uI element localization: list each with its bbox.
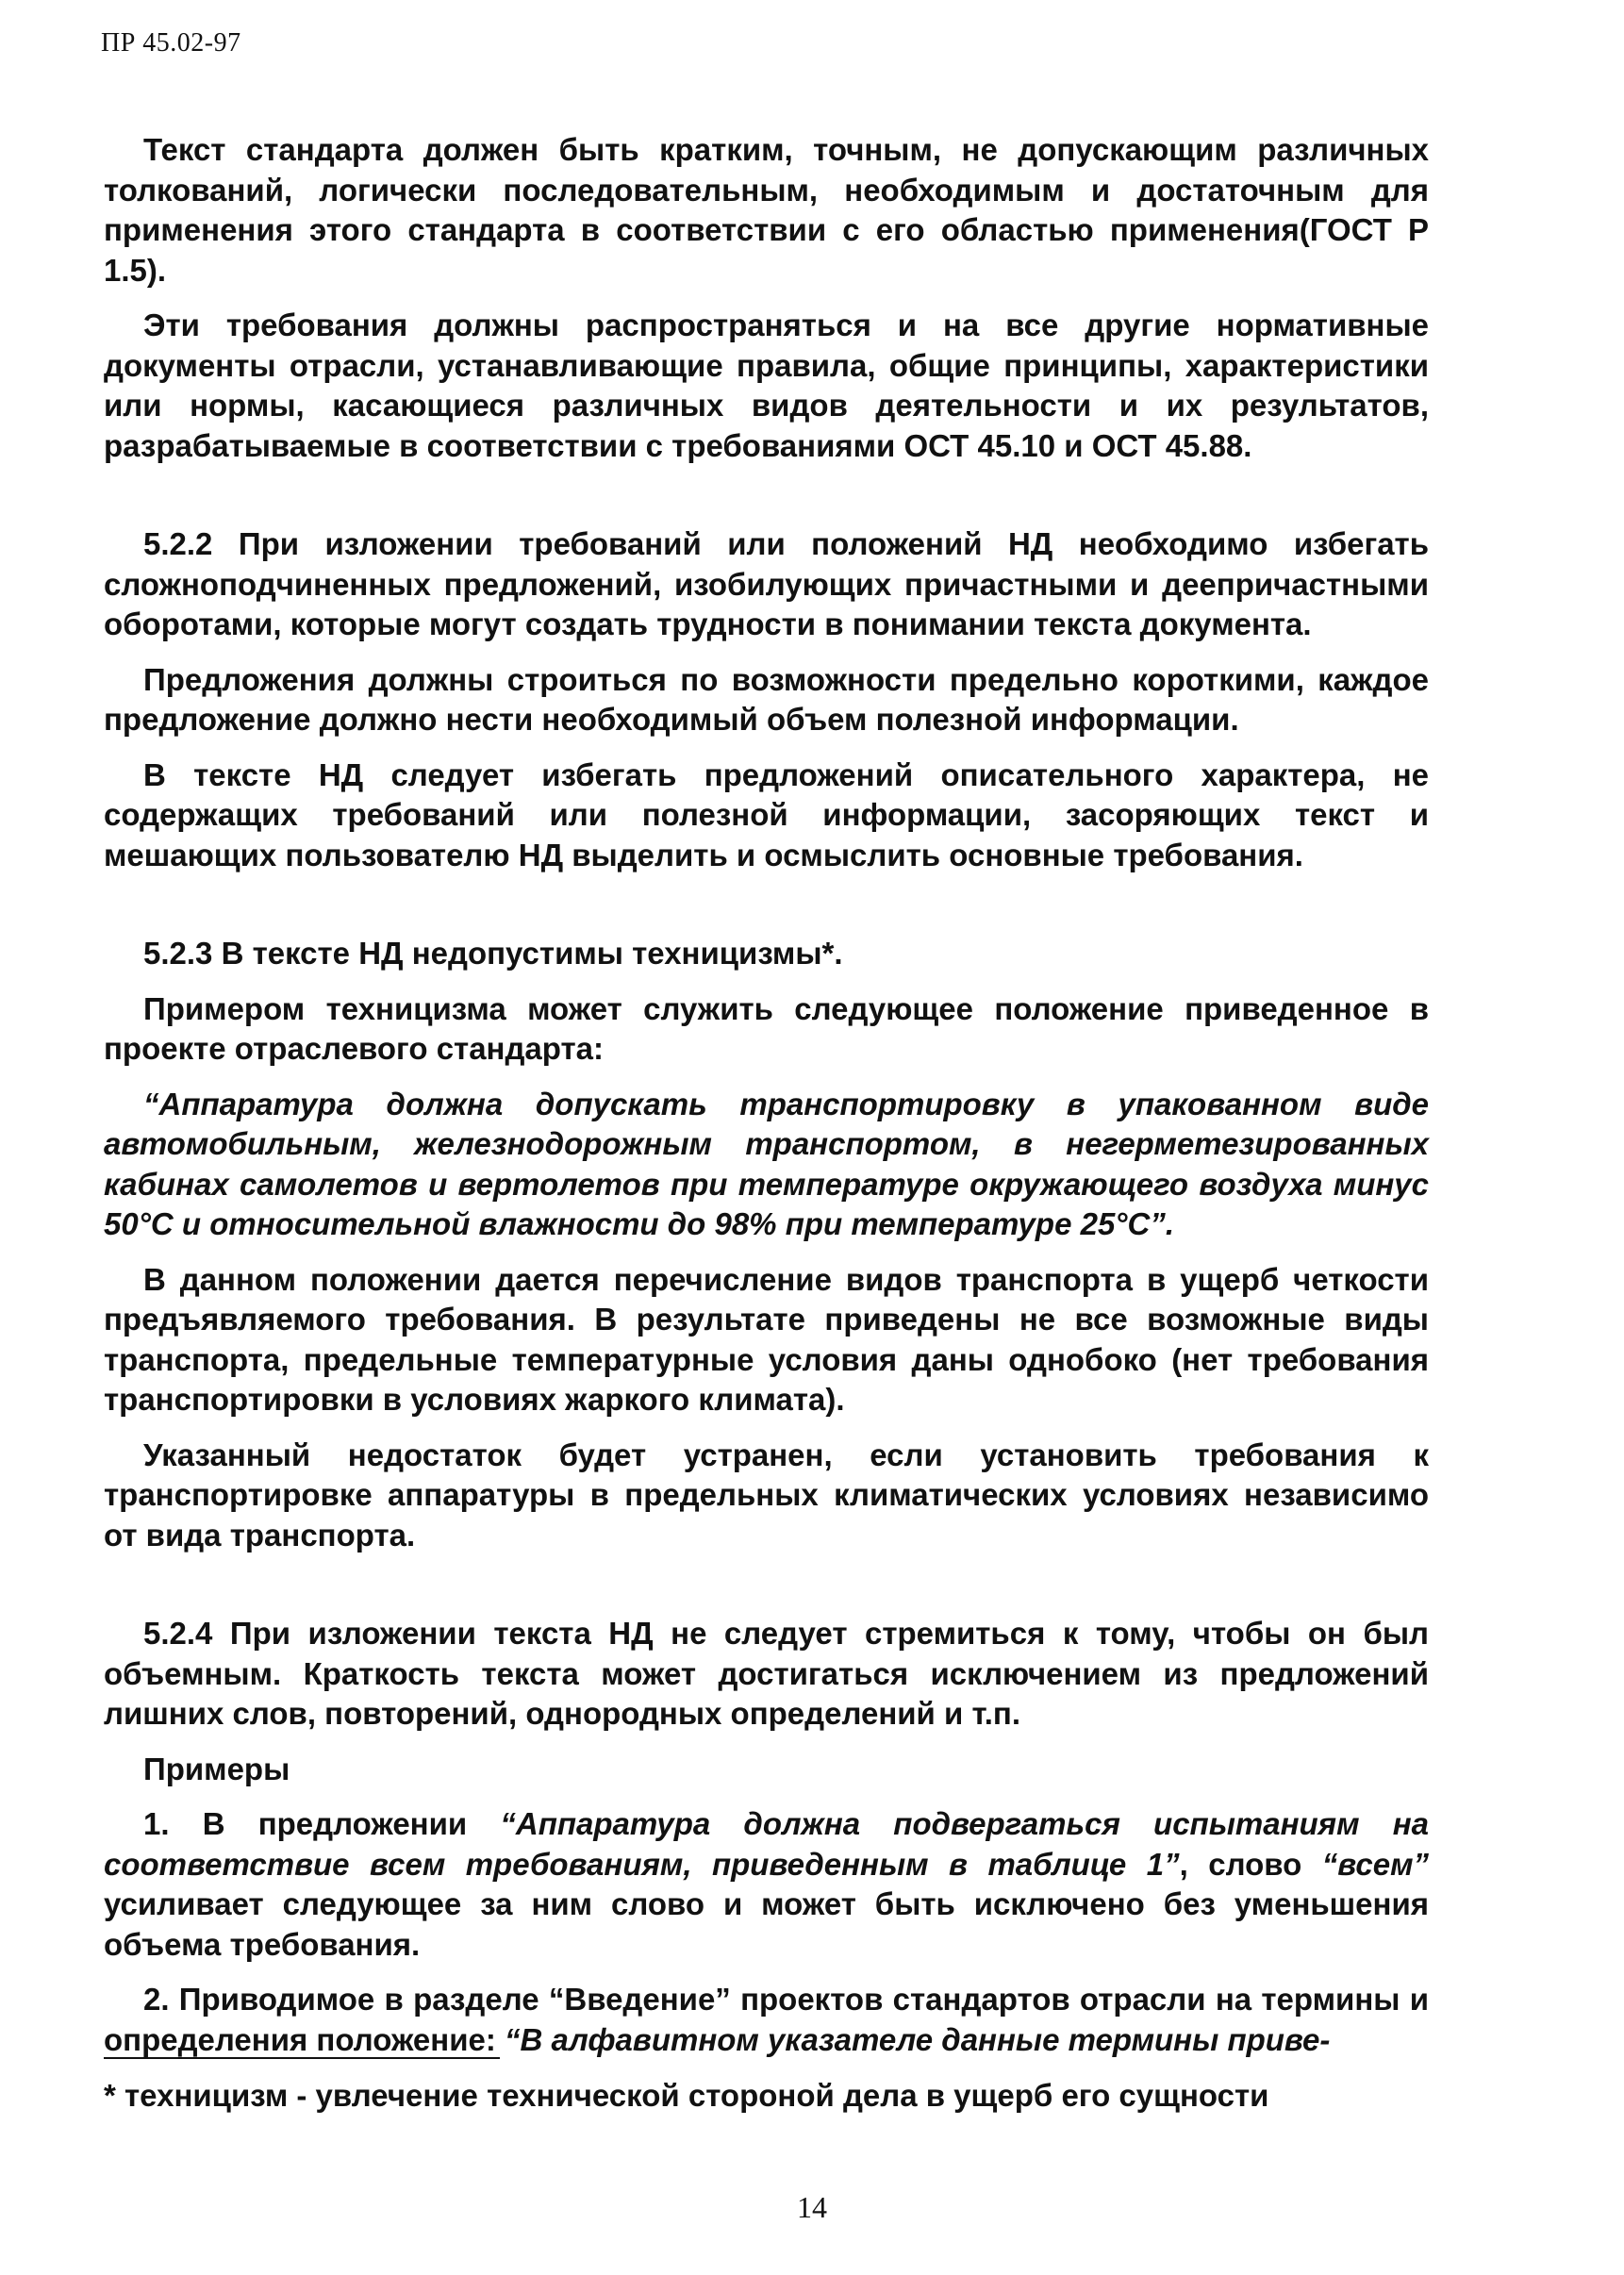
example-2	[104, 1980, 1429, 2060]
examples-heading: Примеры	[143, 1751, 290, 1786]
quoted-example: “Аппаратура должна допускать транспортировку в упакованном виде автомобильным, железнодорожным транспортом, в негерметезированных кабинах самолетов и вертолетов при температуре окружающего воздуха минус 50°C и относительной влажности до 98% при температуре 25°C”.	[104, 1086, 1429, 1241]
paragraph-9: В данном положении дается перечисление видов транспорта в ущерб четкости предъявляемого требования. В результате приведены не все возможные виды транспорта, предельные температурные условия даны однобоко (нет требования транспортировки в условиях жаркого климата).	[104, 1261, 1429, 1417]
section-5-2-2: 5.2.2 При изложении требований или положений НД необходимо избегать сложноподчиненных предложений, изобилующих причастными и деепричастными оборотами, которые могут создать трудности в понимании текста документа.	[104, 526, 1429, 641]
example-1	[104, 1804, 1429, 1965]
paragraph-2: Эти требования должны распространяться и на все другие нормативные документы отрасли, устанавливающие правила, общие принципы, характеристики или нормы, касающиеся различных видов деятельности и их результатов, разрабатываемые в соответствии с требованиями ОСТ 45.10 и ОСТ 45.88.	[104, 307, 1429, 463]
paragraph-4: Предложения должны строиться по возможности предельно короткими, каждое предложение должно нести необходимый объем полезной информации.	[104, 661, 1429, 737]
example-2-quote: “В алфавитном указателе данные термины приве-	[505, 2021, 1331, 2057]
section-5-2-4: 5.2.4 При изложении текста НД не следует стремиться к тому, чтобы он был объемным. Краткость текста может достигаться исключением из предложений лишних слов, повторений, однородных определений и т.п.	[104, 1616, 1429, 1731]
example-1-lead: 1. В предложении	[143, 1806, 501, 1841]
paragraph-1: Текст стандарта должен быть кратким, точным, не допускающим различных толкований, логически последовательным, необходимым и достаточным для применения этого стандарта в соответствии с его областью применения(ГОСТ Р 1.5).	[104, 132, 1429, 288]
example-1-quote: “Аппаратура должна подвергаться испытаниям на соответствие всем требованиям, приведенным в таблице 1”	[104, 1806, 1429, 1882]
section-5-2-3: 5.2.3 В тексте НД недопустимы техницизмы*.	[143, 936, 843, 971]
example-2-lead: 2. Приводимое в разделе “Введение” проектов стандартов отрасли на термины и определения положение:	[104, 1982, 1429, 2057]
page-number: 14	[797, 2190, 827, 2224]
document-code-header: ПР 45.02-97	[101, 28, 241, 58]
paragraph-5: В тексте НД следует избегать предложений описательного характера, не содержащих требований или полезной информации, засоряющих текст и мешающих пользователю НД выделить и осмыслить основные требования.	[104, 756, 1429, 872]
footnote-divider	[104, 2057, 500, 2059]
example-1-middle: , слово	[1179, 1846, 1322, 1882]
footnote: * техницизм - увлечение технической стороной дела в ущерб его сущности	[104, 2078, 1269, 2113]
page-body	[104, 130, 1429, 2060]
paragraph-10: Указанный недостаток будет устранен, если установить требования к транспортировке аппаратуры в предельных климатических условиях независимо от вида транспорта.	[104, 1436, 1429, 1553]
example-1-tail: усиливает следующее за ним слово и может быть исключено без уменьшения объема требования.	[104, 1886, 1429, 1962]
paragraph-7: Примером техницизма может служить следующее положение приведенное в проекте отраслевого стандарта:	[104, 990, 1429, 1066]
example-1-word: “всем”	[1321, 1846, 1429, 1882]
